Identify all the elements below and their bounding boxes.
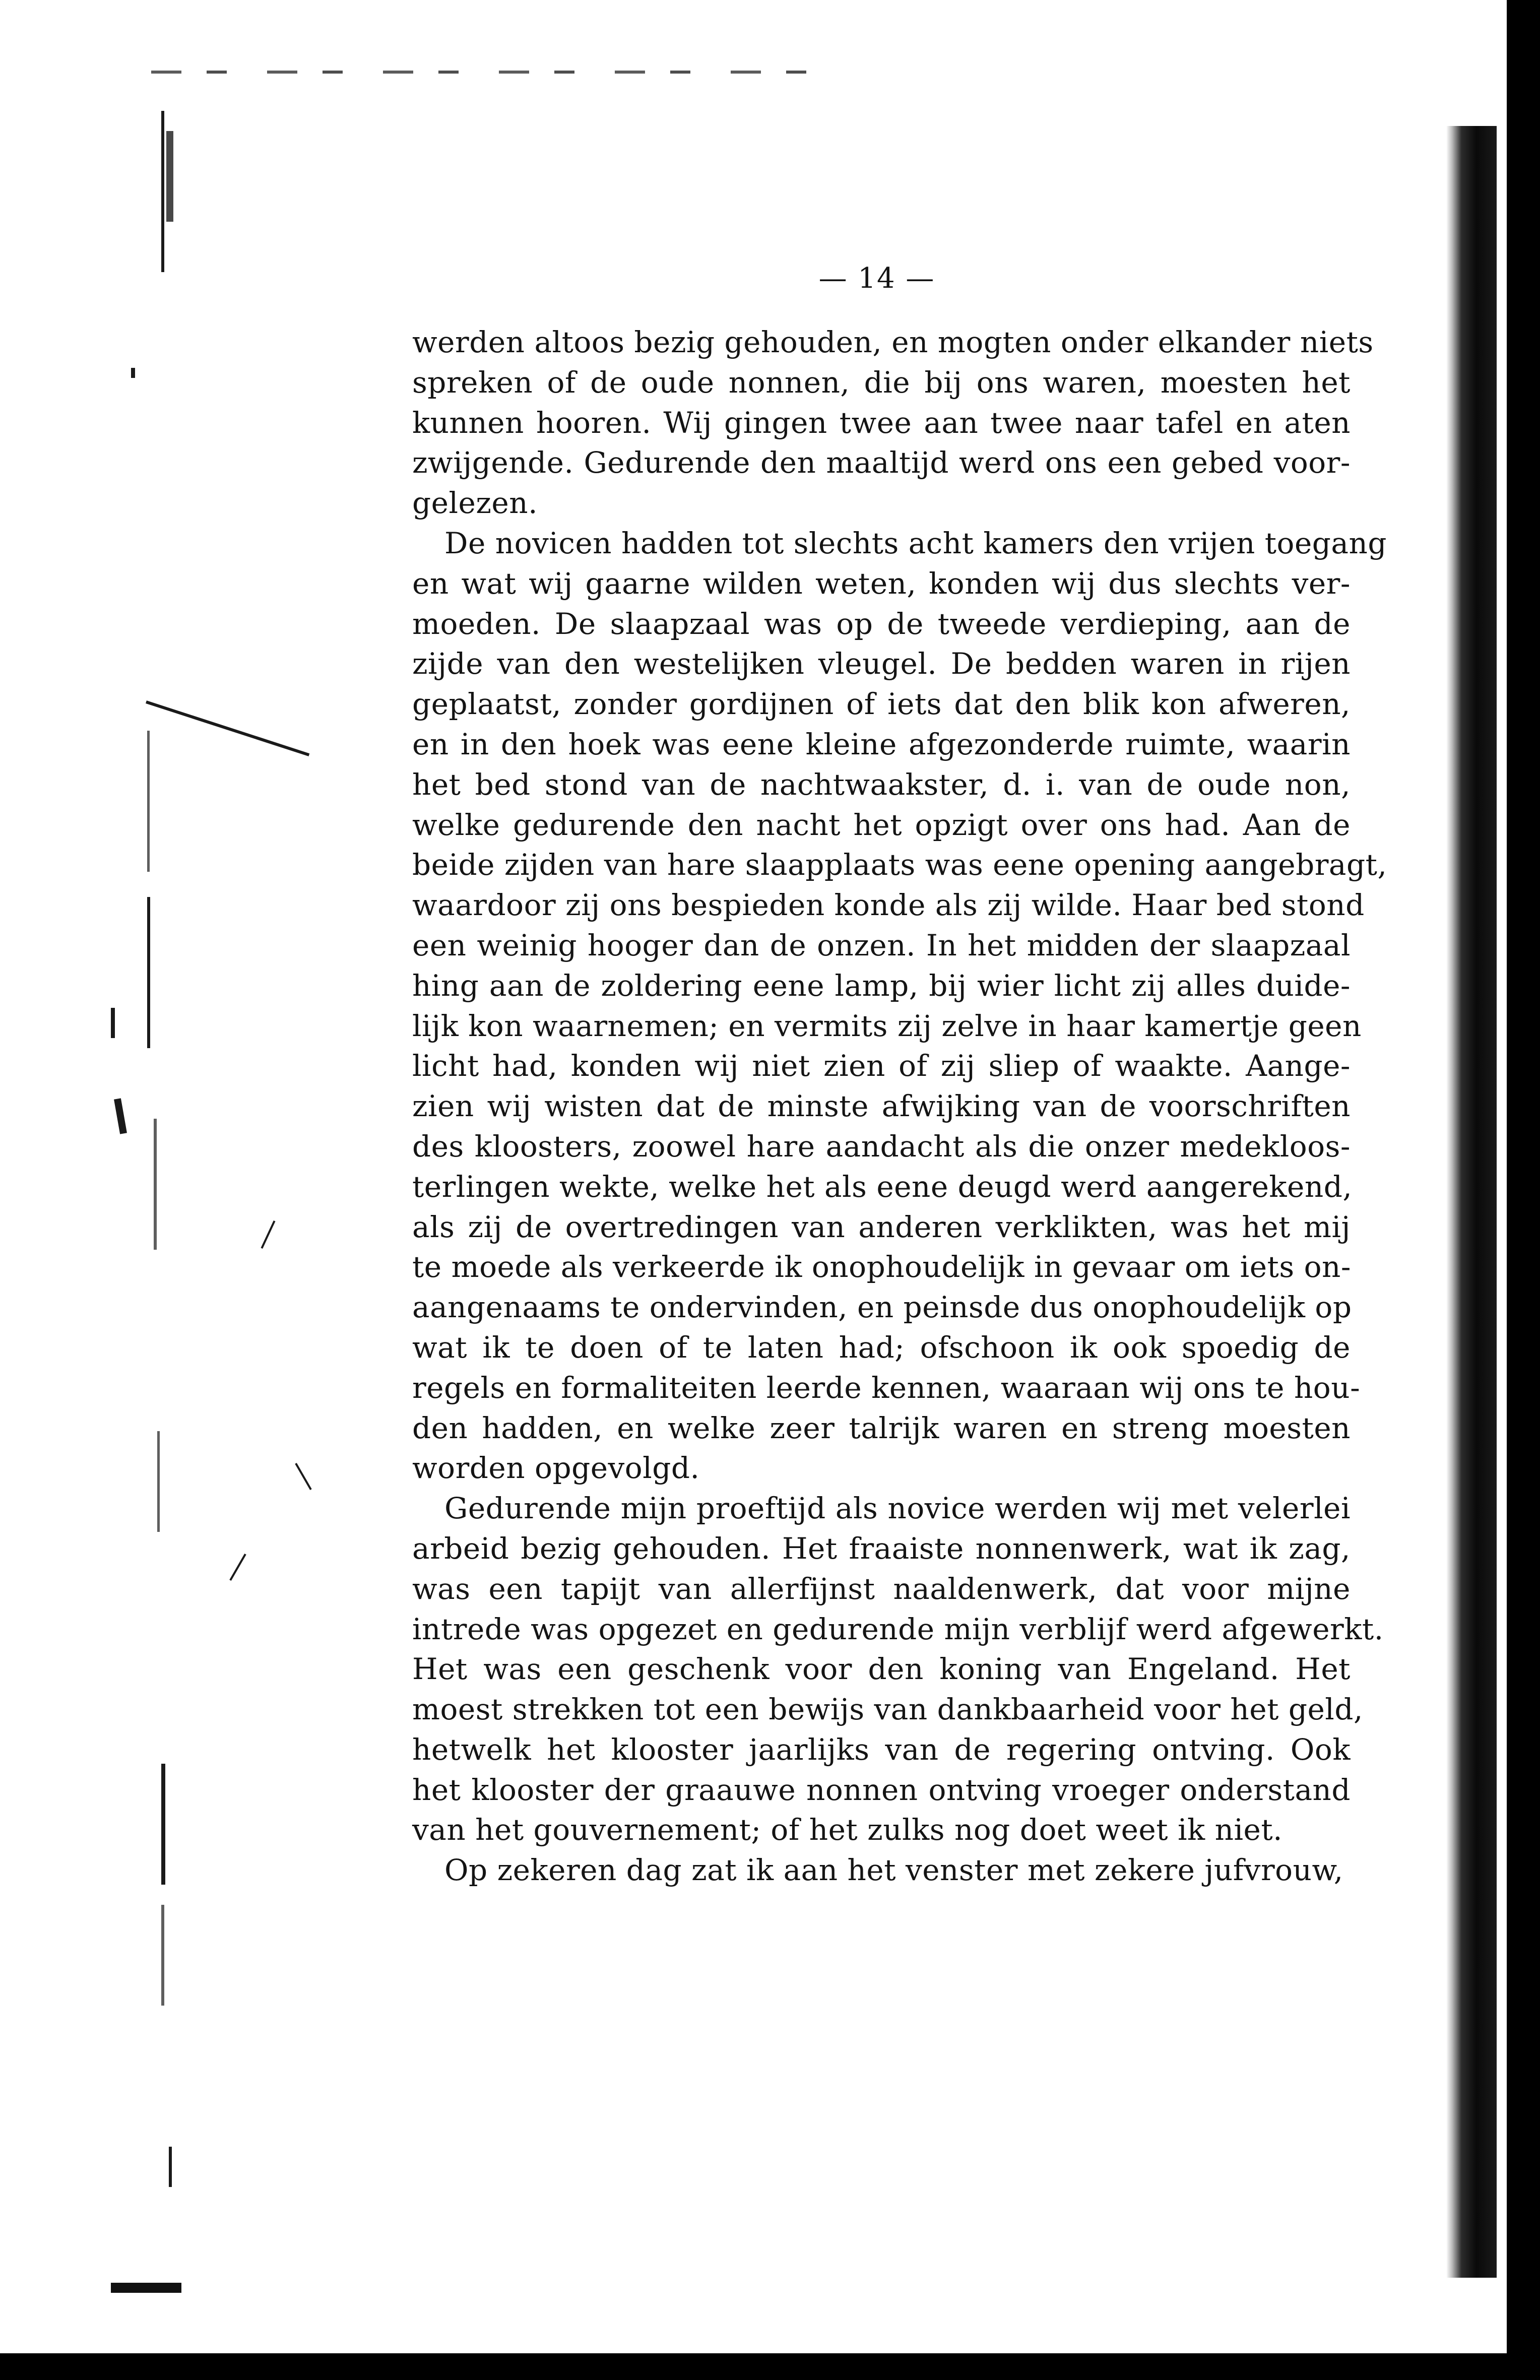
text-line: zien wij wisten dat de minste afwijking van de voorschriften [412, 1089, 1351, 1124]
text-line: hetwelk het klooster jaarlijks van de regering ontving. Ook [412, 1732, 1351, 1767]
scan-artifact-top-streak [151, 71, 816, 74]
text-line: en wat wij gaarne wilden weten, konden wij dus slechts ver- [412, 566, 1351, 601]
text-line: te moede als verkeerde ik onophoudelijk in gevaar om iets on- [412, 1250, 1351, 1284]
text-line: als zij de overtredingen van anderen verklikten, was het mij [412, 1209, 1351, 1244]
text-line: Gedurende mijn proeftijd als novice werden wij met velerlei [444, 1491, 1351, 1526]
scan-artifact-left-margin-marks [101, 111, 267, 2338]
text-line: van het gouvernement; of het zulks nog doet weet ik niet. [412, 1813, 1283, 1847]
text-line: Het was een geschenk voor den koning van Engeland. Het [412, 1652, 1351, 1687]
scan-artifact-right-edge [1507, 0, 1540, 2380]
text-line: De novicen hadden tot slechts acht kamers den vrijen toegang [444, 526, 1387, 560]
text-line: waardoor zij ons bespieden konde als zij wilde. Haar bed stond [412, 888, 1365, 923]
text-line: welke gedurende den nacht het opzigt over ons had. Aan de [412, 807, 1351, 842]
text-line: terlingen wekte, welke het als eene deugd werd aangerekend, [412, 1169, 1353, 1204]
text-line: het klooster der graauwe nonnen ontving vroeger onderstand [412, 1772, 1351, 1807]
scan-artifact-bottom-left-mark [111, 2283, 181, 2293]
text-line: aangenaams te ondervinden, en peinsde dus onophoudelijk op [412, 1290, 1352, 1325]
text-line: werden altoos bezig gehouden, en mogten onder elkander niets [412, 325, 1374, 359]
text-line: moeden. De slaapzaal was op de tweede verdieping, aan de [412, 606, 1351, 641]
text-line: den hadden, en welke zeer talrijk waren en streng moesten [412, 1410, 1351, 1445]
text-line: intrede was opgezet en gedurende mijn verblijf werd afgewerkt. [412, 1612, 1384, 1646]
paragraph-p3 [412, 1489, 1384, 1850]
text-line: zijde van den westelijken vleugel. De bedden waren in rijen [412, 647, 1351, 681]
text-line: worden opgevolgd. [412, 1451, 700, 1486]
page-number: — 14 — [818, 262, 935, 295]
scan-artifact-bottom-edge [0, 2353, 1540, 2380]
text-line: en in den hoek was eene kleine afgezonderde ruimte, waarin [412, 727, 1351, 761]
paragraph-p1 [412, 323, 1374, 524]
body-text [412, 323, 1387, 1891]
paragraph-p2 [412, 524, 1387, 1489]
text-line: zwijgende. Gedurende den maaltijd werd ons een gebed voor- [412, 445, 1351, 480]
text-line: wat ik te doen of te laten had; ofschoon ik ook spoedig de [412, 1330, 1351, 1365]
paragraph-p4 [412, 1850, 1351, 1891]
text-line: geplaatst, zonder gordijnen of iets dat den blik kon afweren, [412, 687, 1351, 722]
text-line: het bed stond van de nachtwaakster, d. i. van de oude non, [412, 767, 1351, 802]
text-line: des kloosters, zoowel hare aandacht als die onzer medekloos- [412, 1129, 1351, 1164]
text-line: licht had, konden wij niet zien of zij sliep of waakte. Aange- [412, 1049, 1351, 1083]
text-line: regels en formaliteiten leerde kennen, waaraan wij ons te hou- [412, 1370, 1361, 1405]
scan-artifact-binding-shadow [1446, 126, 1497, 2278]
text-line: lijk kon waarnemen; en vermits zij zelve in haar kamertje geen [412, 1008, 1362, 1043]
text-line: arbeid bezig gehouden. Het fraaiste nonnenwerk, wat ik zag, [412, 1531, 1351, 1566]
text-line: beide zijden van hare slaapplaats was eene opening aangebragt, [412, 848, 1387, 882]
text-line: Op zekeren dag zat ik aan het venster met zekere jufvrouw, [444, 1853, 1343, 1888]
text-line: gelezen. [412, 486, 538, 521]
text-line: spreken of de oude nonnen, die bij ons waren, moesten het [412, 365, 1351, 400]
text-line: hing aan de zoldering eene lamp, bij wier licht zij alles duide- [412, 968, 1351, 1003]
text-line: een weinig hooger dan de onzen. In het midden der slaapzaal [412, 928, 1351, 962]
text-line: kunnen hooren. Wij gingen twee aan twee naar tafel en aten [412, 405, 1351, 440]
text-line: moest strekken tot een bewijs van dankbaarheid voor het geld, [412, 1692, 1363, 1727]
text-line: was een tapijt van allerfijnst naaldenwerk, dat voor mijne [412, 1571, 1351, 1606]
